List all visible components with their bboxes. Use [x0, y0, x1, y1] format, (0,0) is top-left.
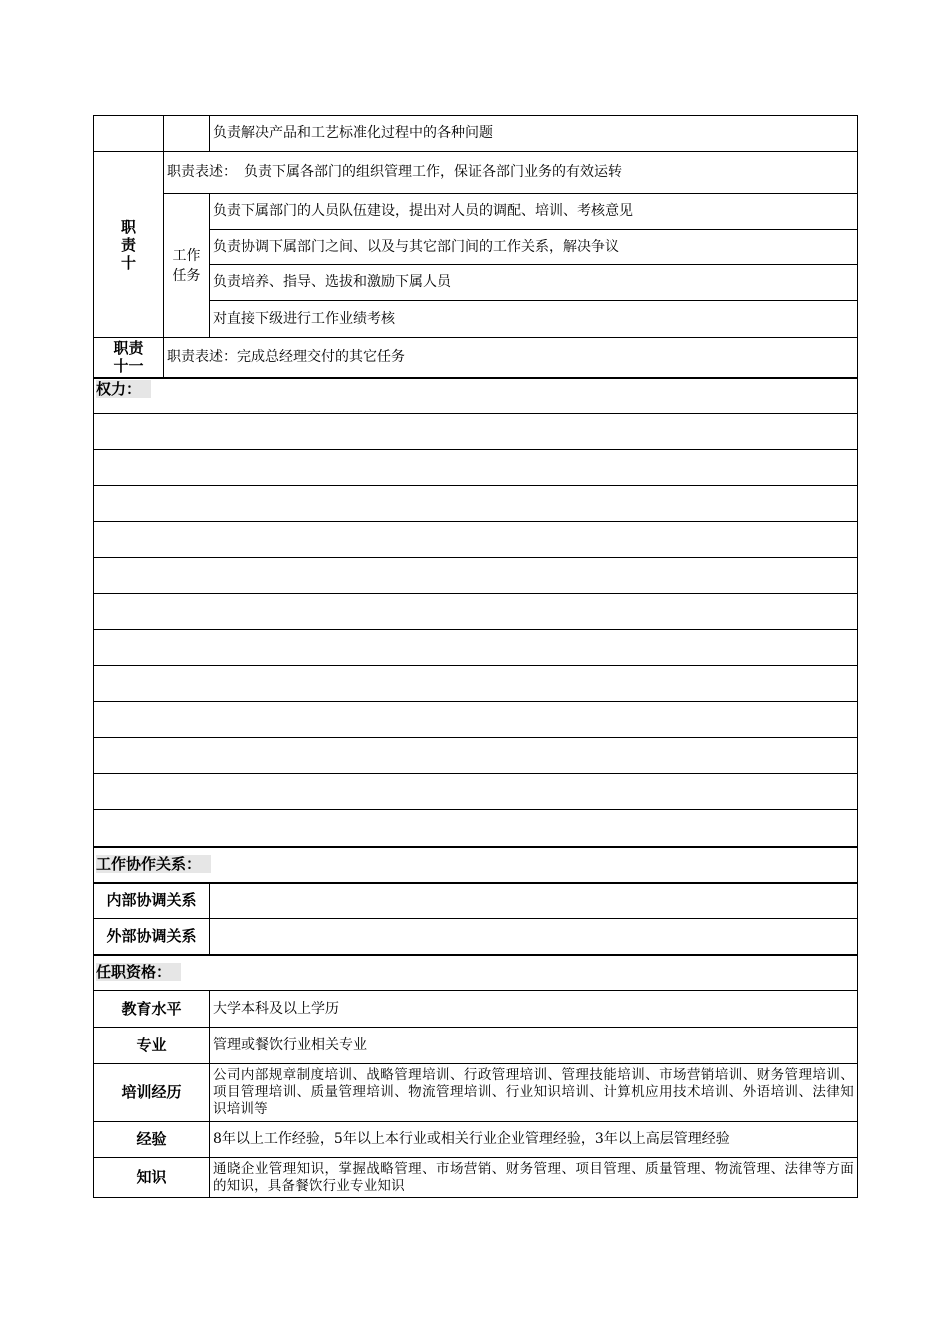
internal-relations-label: 内部协调关系 — [94, 883, 210, 919]
duty10-statement: 职责表述： 负责下属各部门的组织管理工作，保证各部门业务的有效运转 — [164, 152, 858, 194]
authority-title-text: 权力： — [96, 380, 151, 398]
duty11-statement: 职责表述：完成总经理交付的其它任务 — [164, 338, 858, 378]
authority-cell — [94, 414, 858, 450]
qualification-row — [94, 1158, 858, 1198]
authority-row — [94, 702, 858, 738]
duty-top-sub-cell — [164, 116, 210, 152]
tasks-label-line: 任务 — [172, 267, 201, 284]
duty10-task: 负责培养、指导、选拔和激励下属人员 — [210, 265, 858, 301]
duty10-label — [94, 152, 164, 338]
authority-cell — [94, 666, 858, 702]
external-relations-label: 外部协调关系 — [94, 919, 210, 955]
job-description-sheet — [93, 115, 857, 1198]
duty10-label-line: 职 — [120, 217, 136, 236]
authority-cell — [94, 630, 858, 666]
authority-row — [94, 522, 858, 558]
authority-row — [94, 666, 858, 702]
authority-cell — [94, 594, 858, 630]
knowledge-label: 知识 — [94, 1158, 210, 1198]
major-value: 管理或餐饮行业相关专业 — [210, 1028, 858, 1064]
qualification-title — [94, 955, 858, 991]
authority-title — [94, 378, 858, 414]
cooperation-title — [94, 847, 858, 883]
authority-row — [94, 738, 858, 774]
duty11-label — [94, 338, 164, 378]
duty11-label-line: 十一 — [113, 357, 144, 376]
qualification-row — [94, 1028, 858, 1064]
duty10-label-line: 责 — [120, 235, 136, 254]
cooperation-row — [94, 883, 858, 919]
cooperation-title-text: 工作协作关系： — [96, 855, 211, 873]
duty-top-row — [94, 116, 858, 152]
duty10-statement-row — [94, 152, 858, 194]
cooperation-row — [94, 919, 858, 955]
qualification-row — [94, 1064, 858, 1122]
authority-row — [94, 486, 858, 522]
duty10-label-line: 十 — [120, 253, 136, 272]
authority-row — [94, 810, 858, 847]
authority-row — [94, 630, 858, 666]
duty10-task: 对直接下级进行工作业绩考核 — [210, 301, 858, 338]
duty11-row — [94, 338, 858, 378]
internal-relations-value — [210, 883, 858, 919]
authority-row — [94, 558, 858, 594]
training-label: 培训经历 — [94, 1064, 210, 1122]
knowledge-value: 通晓企业管理知识，掌握战略管理、市场营销、财务管理、项目管理、质量管理、物流管理、法律等方面的知识，具备餐饮行业专业知识 — [210, 1158, 858, 1198]
cooperation-header-row — [94, 847, 858, 883]
authority-cell — [94, 810, 858, 847]
external-relations-value — [210, 919, 858, 955]
duty-top-task: 负责解决产品和工艺标准化过程中的各种问题 — [210, 116, 858, 152]
authority-cell — [94, 522, 858, 558]
qualification-row — [94, 1122, 858, 1158]
authority-header-row — [94, 378, 858, 414]
education-value: 大学本科及以上学历 — [210, 991, 858, 1028]
qualification-title-text: 任职资格： — [96, 963, 181, 981]
experience-value: 8年以上工作经验，5年以上本行业或相关行业企业管理经验，3年以上高层管理经验 — [210, 1122, 858, 1158]
duty10-task: 负责下属部门的人员队伍建设，提出对人员的调配、培训、考核意见 — [210, 194, 858, 230]
duty-top-label-cell — [94, 116, 164, 152]
authority-cell — [94, 702, 858, 738]
authority-row — [94, 774, 858, 810]
authority-cell — [94, 450, 858, 486]
experience-label: 经验 — [94, 1122, 210, 1158]
authority-cell — [94, 738, 858, 774]
duty10-task-row — [94, 194, 858, 230]
training-value: 公司内部规章制度培训、战略管理培训、行政管理培训、管理技能培训、市场营销培训、财务管理培训、项目管理培训、质量管理培训、物流管理培训、行业知识培训、计算机应用技术培训、外语培训、法律知识培训等 — [210, 1064, 858, 1122]
tasks-label-line: 工作 — [172, 247, 201, 264]
qualification-header-row — [94, 955, 858, 991]
authority-row — [94, 414, 858, 450]
major-label: 专业 — [94, 1028, 210, 1064]
duty10-task: 负责协调下属部门之间、以及与其它部门间的工作关系，解决争议 — [210, 230, 858, 265]
authority-cell — [94, 558, 858, 594]
job-description-table — [93, 115, 858, 1198]
authority-row — [94, 450, 858, 486]
duty10-tasks-label — [164, 194, 210, 338]
duty11-label-line: 职责 — [113, 339, 144, 358]
qualification-row — [94, 991, 858, 1028]
education-label: 教育水平 — [94, 991, 210, 1028]
authority-cell — [94, 486, 858, 522]
authority-cell — [94, 774, 858, 810]
authority-row — [94, 594, 858, 630]
